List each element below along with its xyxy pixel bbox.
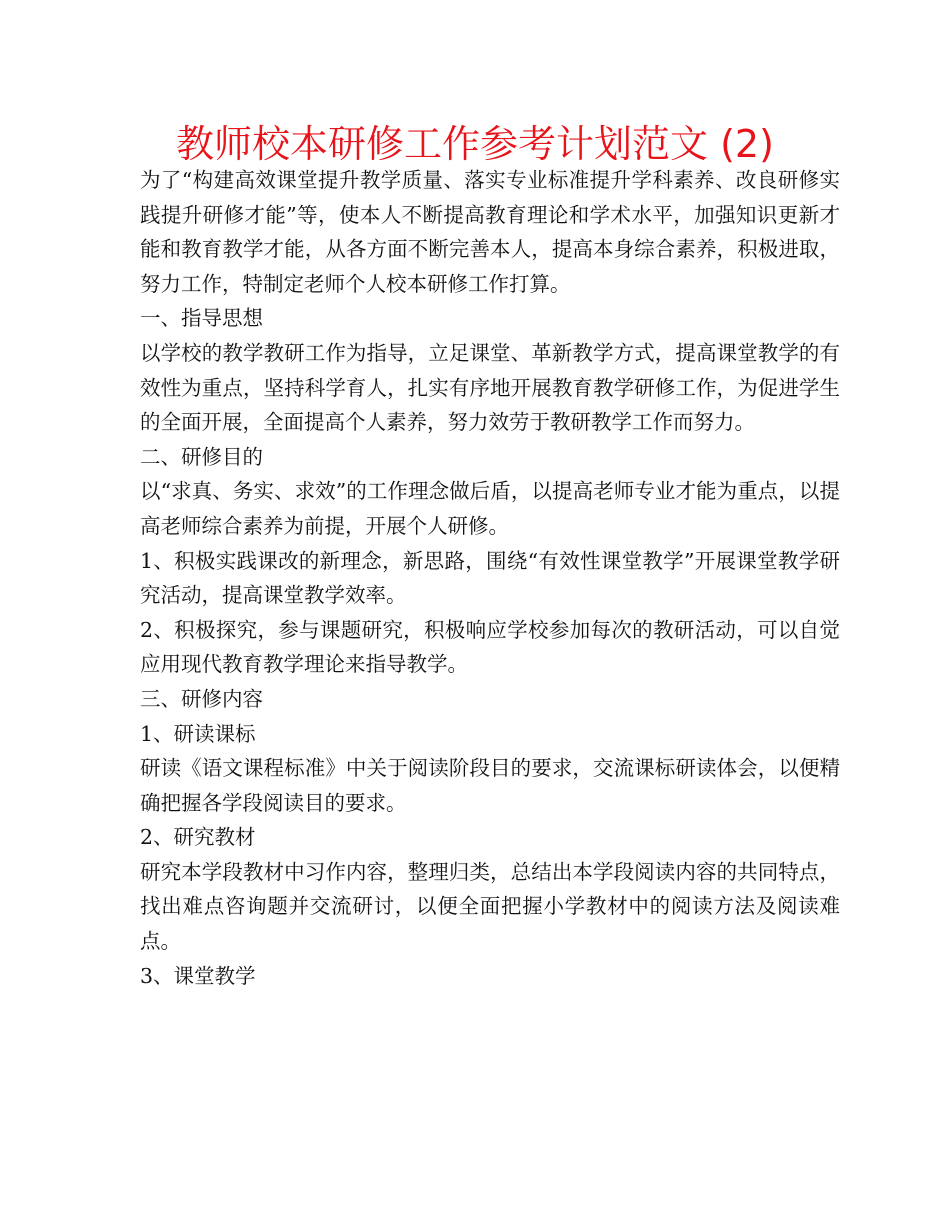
section-heading-guiding-thought: 一、指导思想 bbox=[140, 306, 263, 331]
subheading-study-textbook: 2、研究教材 bbox=[140, 825, 256, 850]
purpose-item-1: 1、积极实践课改的新理念，新思路，围绕“有效性课堂教学”开展课堂教学研究活动，提高课堂教学效率。 bbox=[140, 548, 840, 608]
purpose-item-2: 2、积极探究，参与课题研究，积极响应学校参加每次的教研活动，可以自觉应用现代教育教学理论来指导教学。 bbox=[140, 617, 840, 677]
research-purpose-paragraph: 以“求真、务实、求效”的工作理念做后盾，以提高老师专业才能为重点，以提高老师综合素养为前提，开展个人研修。 bbox=[140, 479, 840, 538]
study-standards-paragraph: 研读《语文课程标准》中关于阅读阶段目的要求，交流课标研读体会，以便精确把握各学段阅读目的要求。 bbox=[140, 756, 840, 815]
subheading-study-standards: 1、研读课标 bbox=[140, 721, 256, 746]
guiding-thought-paragraph: 以学校的教学教研工作为指导，立足课堂、革新教学方式，提高课堂教学的有效性为重点，坚持科学育人，扎实有序地开展教育教学研修工作，为促进学生的全面开展，全面提高个人素养，努力效劳于教研教学工作而努力。 bbox=[140, 340, 840, 435]
intro-paragraph: 为了“构建高效课堂提升教学质量、落实专业标准提升学科素养、改良研修实践提升研修才能”等，使本人不断提高教育理论和学术水平，加强知识更新才能和教育教学才能，从各方面不断完善本人，提高本身综合素养，积极进取，努力工作，特制定老师个人校本研修工作打算。 bbox=[140, 168, 840, 296]
section-heading-research-content: 三、研修内容 bbox=[140, 686, 263, 711]
subheading-classroom-teaching: 3、课堂教学 bbox=[140, 963, 256, 988]
document-title: 教师校本研修工作参考计划范文 (2) bbox=[176, 122, 774, 166]
section-heading-research-purpose: 二、研修目的 bbox=[140, 444, 263, 469]
document-body bbox=[140, 163, 840, 993]
study-textbook-paragraph: 研究本学段教材中习作内容，整理归类，总结出本学段阅读内容的共同特点，找出难点咨询题并交流研讨，以便全面把握小学教材中的阅读方法及阅读难点。 bbox=[140, 859, 840, 954]
